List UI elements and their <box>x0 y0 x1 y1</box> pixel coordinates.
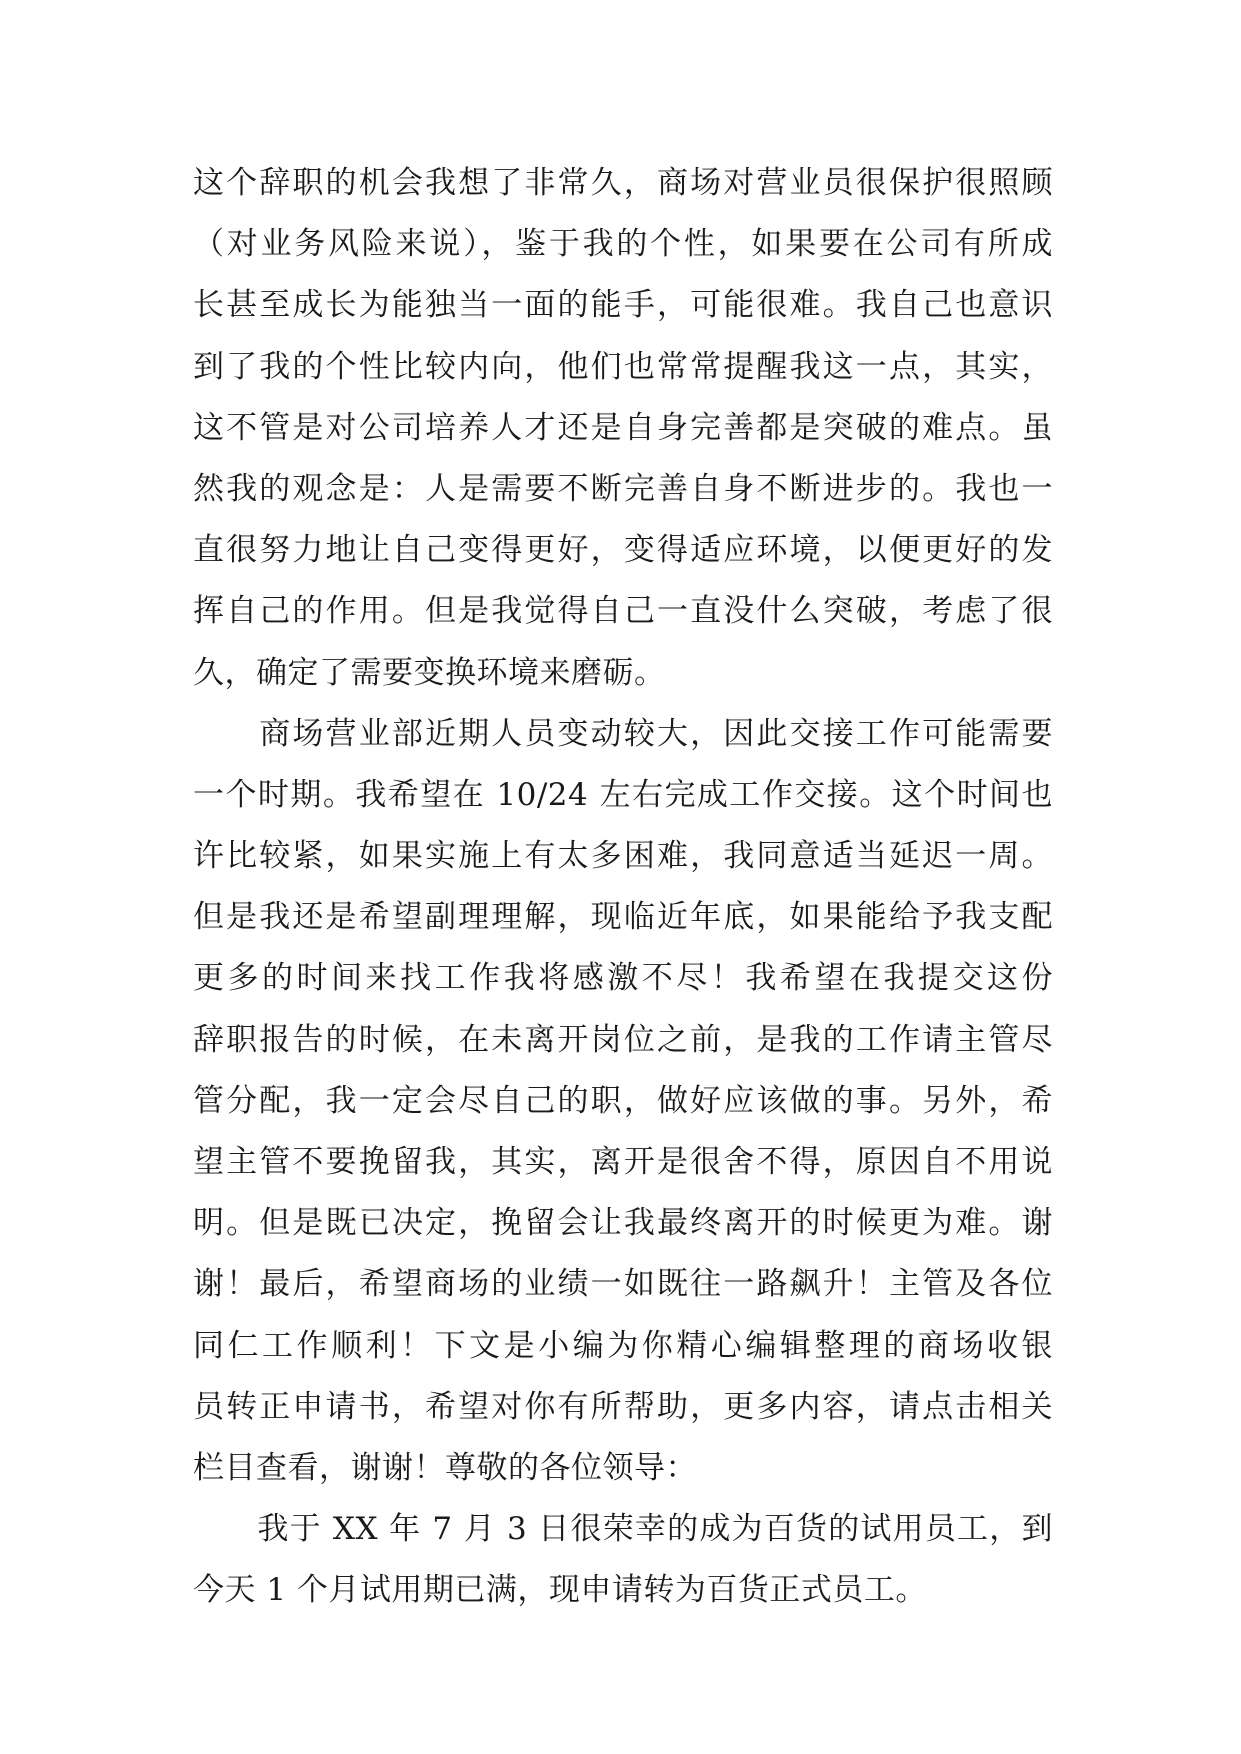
text-line: 辞职报告的时候，在未离开岗位之前，是我的工作请主管尽 <box>193 1021 1053 1058</box>
text-line: 管分配，我一定会尽自己的职，做好应该做的事。另外，希 <box>193 1082 1053 1119</box>
text-line: 栏目查看，谢谢！尊敬的各位领导： <box>193 1449 697 1486</box>
text-line: 直很努力地让自己变得更好，变得适应环境，以便更好的发 <box>193 532 1053 569</box>
text-line: 商场营业部近期人员变动较大，因此交接工作可能需要 <box>193 715 1053 752</box>
text-line: 更多的时间来找工作我将感激不尽！我希望在我提交这份 <box>193 960 1053 997</box>
text-line: 到了我的个性比较内向，他们也常常提醒我这一点，其实， <box>193 348 1053 385</box>
text-line: 挥自己的作用。但是我觉得自己一直没什么突破，考虑了很 <box>193 593 1053 630</box>
text-line: 谢！最后，希望商场的业绩一如既往一路飙升！主管及各位 <box>193 1266 1053 1303</box>
paragraph-1 <box>193 153 1053 704</box>
document-body <box>193 153 1053 1622</box>
text-line: 然我的观念是：人是需要不断完善自身不断进步的。我也一 <box>193 470 1053 507</box>
paragraph-2 <box>193 704 1053 1499</box>
text-line: 但是我还是希望副理理解，现临近年底，如果能给予我支配 <box>193 899 1053 936</box>
text-line: 一个时期。我希望在 10/24 左右完成工作交接。这个时间也 <box>193 776 1053 813</box>
text-line: 员转正申请书，希望对你有所帮助，更多内容，请点击相关 <box>193 1388 1053 1425</box>
text-line: 明。但是既已决定，挽留会让我最终离开的时候更为难。谢 <box>193 1205 1053 1242</box>
text-line: 我于 XX 年 7 月 3 日很荣幸的成为百货的试用员工，到 <box>193 1511 1053 1548</box>
text-line: （对业务风险来说），鉴于我的个性，如果要在公司有所成 <box>193 226 1053 263</box>
text-line: 望主管不要挽留我，其实，离开是很舍不得，原因自不用说 <box>193 1144 1053 1180</box>
text-line: 同仁工作顺利！下文是小编为你精心编辑整理的商场收银 <box>193 1327 1053 1364</box>
text-line: 长甚至成长为能独当一面的能手，可能很难。我自己也意识 <box>193 287 1053 324</box>
text-line: 今天 1 个月试用期已满，现申请转为百货正式员工。 <box>193 1572 927 1609</box>
paragraph-3 <box>193 1499 1053 1621</box>
text-line: 这不管是对公司培养人才还是自身完善都是突破的难点。虽 <box>193 409 1053 446</box>
text-line: 这个辞职的机会我想了非常久，商场对营业员很保护很照顾 <box>193 165 1053 201</box>
text-line: 久，确定了需要变换环境来磨砺。 <box>193 654 666 691</box>
text-line: 许比较紧，如果实施上有太多困难，我同意适当延迟一周。 <box>193 838 1053 875</box>
